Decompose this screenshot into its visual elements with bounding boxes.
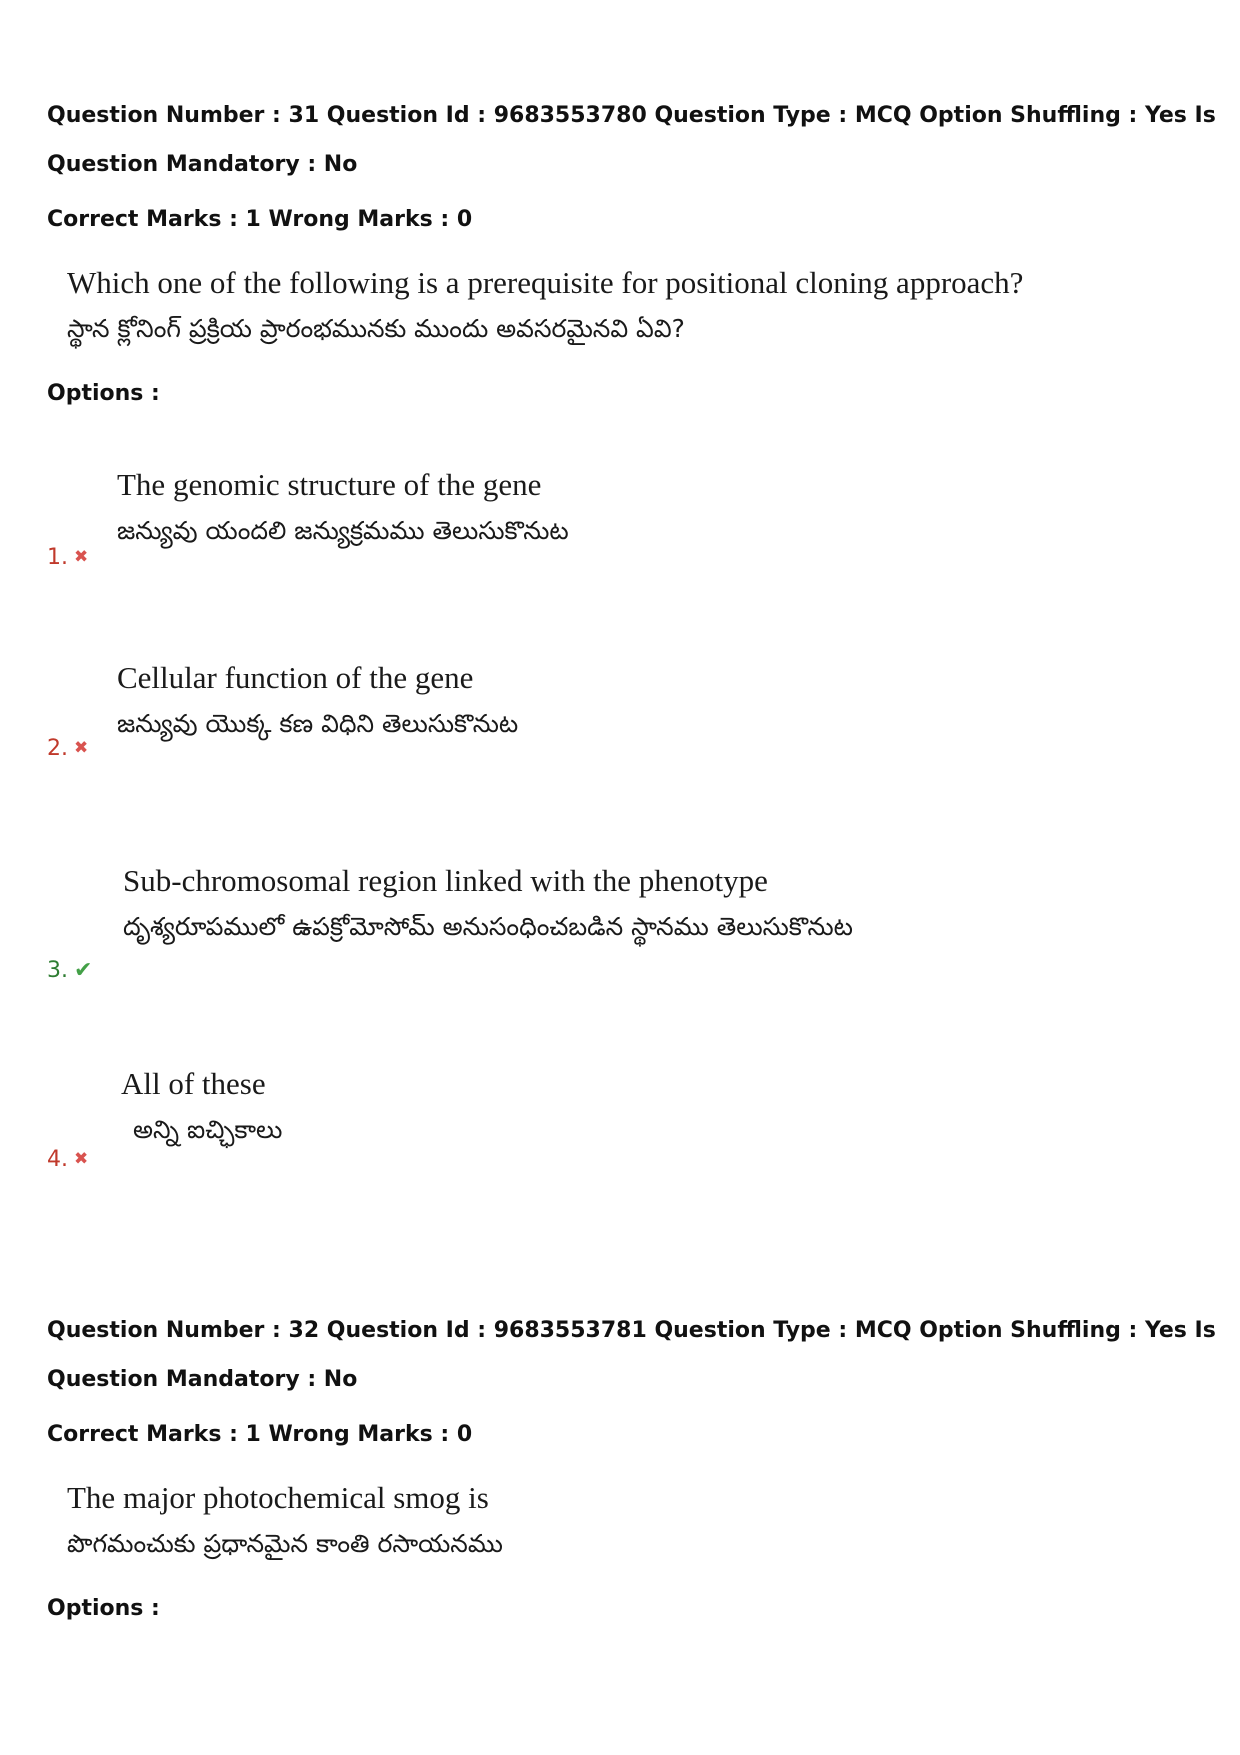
option-marker [47,1144,88,1175]
question-mandatory: Question Mandatory : No [47,152,358,177]
option-marker [47,542,88,573]
option-number: 1. [47,545,68,570]
option-number: 3. [47,958,68,983]
option-text-en: Cellular function of the gene [117,660,474,695]
question-text-en: The major photochemical smog is [67,1480,489,1515]
question-marks: Correct Marks : 1 Wrong Marks : 0 [47,207,473,232]
question-text [47,260,1207,352]
options-label: Options : [47,381,160,406]
options-label: Options : [47,1596,160,1621]
question-marks: Correct Marks : 1 Wrong Marks : 0 [47,1422,473,1447]
option-text [117,462,569,554]
option-2[interactable] [47,655,1207,805]
cross-icon: ✖ [74,1149,89,1169]
option-text [117,655,518,747]
option-number: 2. [47,736,68,761]
question-meta-line: Question Number : 32 Question Id : 9683553781 Question Type : MCQ Option Shuffling : Yes Is [47,1318,1216,1343]
option-text-te: అన్ని ఐచ్ఛికాలు [133,1115,283,1144]
cross-icon: ✖ [74,738,89,758]
option-number: 4. [47,1147,68,1172]
option-marker [47,956,92,986]
option-marker [47,733,88,764]
question-text-te: స్థాన క్లోనింగ్ ప్రక్రియ ప్రారంభమునకు ముందు అవసరమైనవి ఏవి? [67,314,685,343]
cross-icon: ✖ [74,547,89,567]
option-text-te: జన్యువు యొక్క కణ విధిని తెలుసుకొనుట [117,709,519,738]
question-text [47,1475,1207,1567]
question-mandatory: Question Mandatory : No [47,1367,358,1392]
question-32 [47,1306,1216,1629]
check-icon: ✔ [74,958,93,983]
option-1[interactable] [47,462,1207,612]
option-text [123,858,853,950]
question-text-te: పొగమంచుకు ప్రధానమైన కాంతి రసాయనము [67,1529,503,1558]
question-meta-line: Question Number : 31 Question Id : 9683553780 Question Type : MCQ Option Shuffling : Yes Is [47,103,1216,128]
option-text-en: The genomic structure of the gene [117,467,542,502]
option-text-en: All of these [121,1066,266,1101]
question-text-en: Which one of the following is a prerequisite for positional cloning approach? [67,265,1024,300]
option-text-en: Sub-chromosomal region linked with the phenotype [123,863,768,898]
option-3[interactable] [47,858,1207,1008]
option-text [121,1061,282,1153]
option-4[interactable] [47,1061,1207,1211]
question-31 [47,91,1216,414]
option-text-te: జన్యువు యందలి జన్యుక్రమము తెలుసుకొనుట [117,516,569,545]
option-text-te: దృశ్యరూపములో ఉపక్రోమోసోమ్ అనుసంధించబడిన స్థానము తెలుసుకొనుట [123,912,853,941]
